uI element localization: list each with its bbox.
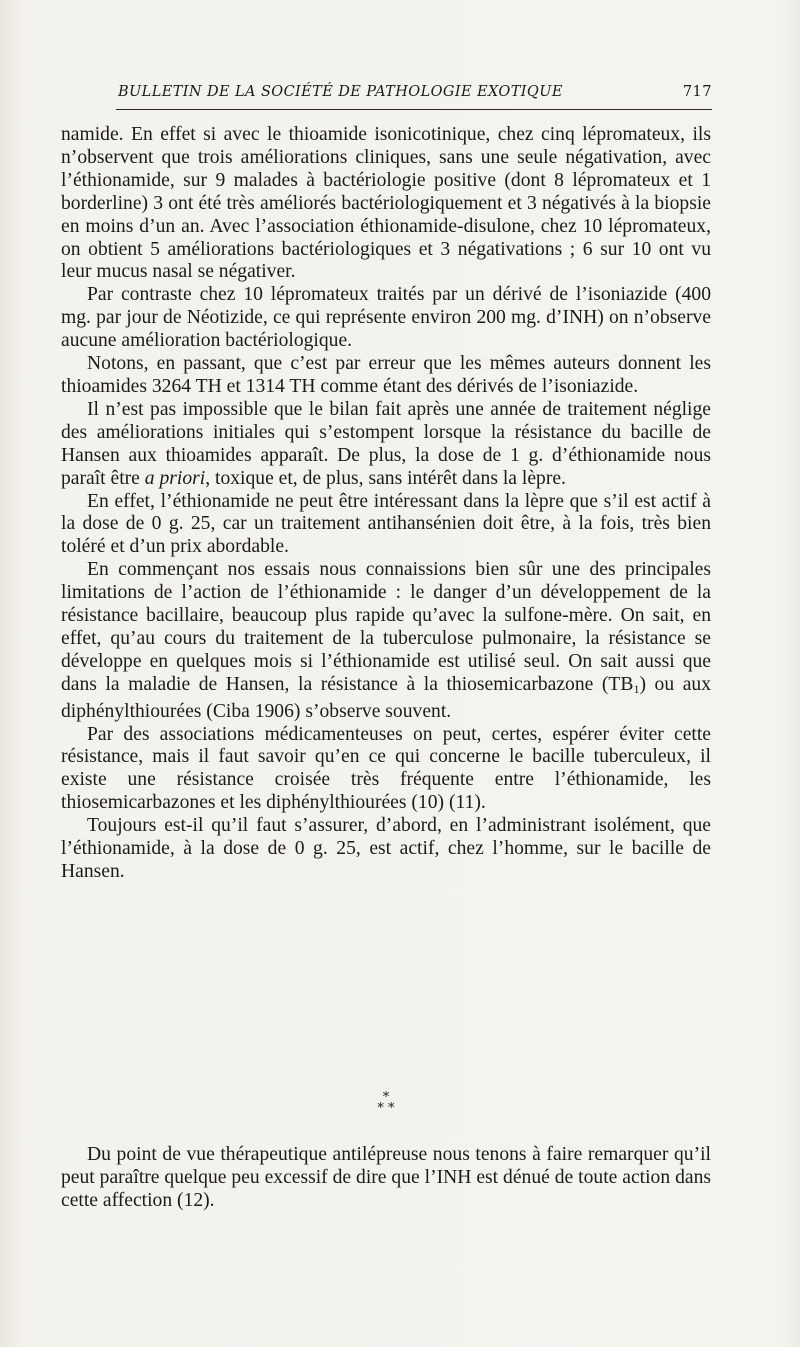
paragraph-text: , toxique et, de plus, sans intérêt dans la lèpre. — [205, 467, 566, 489]
closing-paragraph: Du point de vue thérapeutique antilépreuse nous tenons à faire remarquer qu’il peut paraître quelque peu excessif de dire que l’INH est dénué de toute action dans cette affection (12). — [61, 1144, 711, 1211]
paragraph-text: Il n’est pas impossible que le bilan fait après une année de traitement néglige des améliorations initiales qui s’estompent lorsque la résistance du bacille de Hansen aux thioamides apparaît. De plus, la dose de 1 g. d’éthionamide nous paraît être — [61, 398, 711, 489]
header-rule — [116, 109, 712, 110]
subscript: 1 — [633, 681, 640, 696]
paragraph: Toujours est-il qu’il faut s’assurer, d’abord, en l’administrant isolément, que l’éthionamide, à la dose de 0 g. 25, est actif, chez l’homme, sur le bacille de Hansen. — [61, 815, 711, 882]
paragraph: Par des associations médicamenteuses on peut, certes, espérer éviter cette résistance, mais il faut savoir qu’en ce qui concerne le bacille tuberculeux, il existe une résistance croisée très fréquente entre l’éthionamide, les thiosemicarbazones et les diphénylthiourées (10) (11). — [61, 723, 711, 814]
italic-phrase: a priori — [144, 467, 206, 489]
page-number: 717 — [682, 84, 712, 100]
paragraph: En effet, l’éthionamide ne peut être intéressant dans la lèpre que s’il est actif à la dose de 0 g. 25, car un traitement antihansénien doit être, à la fois, très bien toléré et d’un prix abordable. — [61, 490, 711, 558]
paragraph-continuation: namide. En effet si avec le thioamide isonicotinique, chez cinq lépromateux, ils n’observent que trois améliorations cliniques, sans une seule négativation, avec l’éthionamide, sur 9 malades à bactériologie positive (dont 8 lépromateux et 1 borderline) 3 ont été très améliorés bactériologiquement et 3 négativés à la biopsie en moins d’un an. Avec l’association éthionamide-disulone, chez 10 lépromateux, on obtient 5 améliorations bactériologiques et 3 négativations ; 6 sur 10 ont vu leur mucus nasal se négativer. — [61, 124, 711, 283]
running-header — [118, 84, 712, 100]
paragraph: Notons, en passant, que c’est par erreur que les mêmes auteurs donnent les thioamides 3264 TH et 1314 TH comme étant des dérivés de l’isoniazide. — [61, 353, 711, 397]
paragraph — [61, 399, 711, 491]
asterism-separator — [366, 1092, 406, 1120]
article-body — [61, 124, 711, 884]
journal-title: BULLETIN DE LA SOCIÉTÉ DE PATHOLOGIE EXOTIQUE — [118, 84, 563, 100]
asterism-bottom: * * — [377, 1101, 395, 1116]
paragraph-text: ) ou aux diphénylthiourées (Ciba 1906) s’observe souvent. — [61, 673, 711, 722]
closing-section — [61, 1143, 711, 1212]
paragraph-text: En commençant nos essais nous connaissions bien sûr une des principales limitations de l’action de l’éthionamide : le danger d’un développement de la résistance bacillaire, beaucoup plus rapide qu’avec la sulfone-mère. On sait, en effet, qu’au cours du traitement de la tuberculose pulmonaire, la résistance se développe en quelques mois si l’éthionamide est utilisé seul. On sait aussi que dans la maladie de Hansen, la résistance à la thiosemicarbazone (TB — [61, 559, 711, 695]
asterism-top: * — [382, 1090, 390, 1105]
paragraph: Par contraste chez 10 lépromateux traités par un dérivé de l’isoniazide (400 mg. par jour de Néotizide, ce qui représente environ 200 mg. d’INH) on n’observe aucune amélioration bactériologique. — [61, 284, 711, 352]
paragraph — [61, 559, 711, 723]
